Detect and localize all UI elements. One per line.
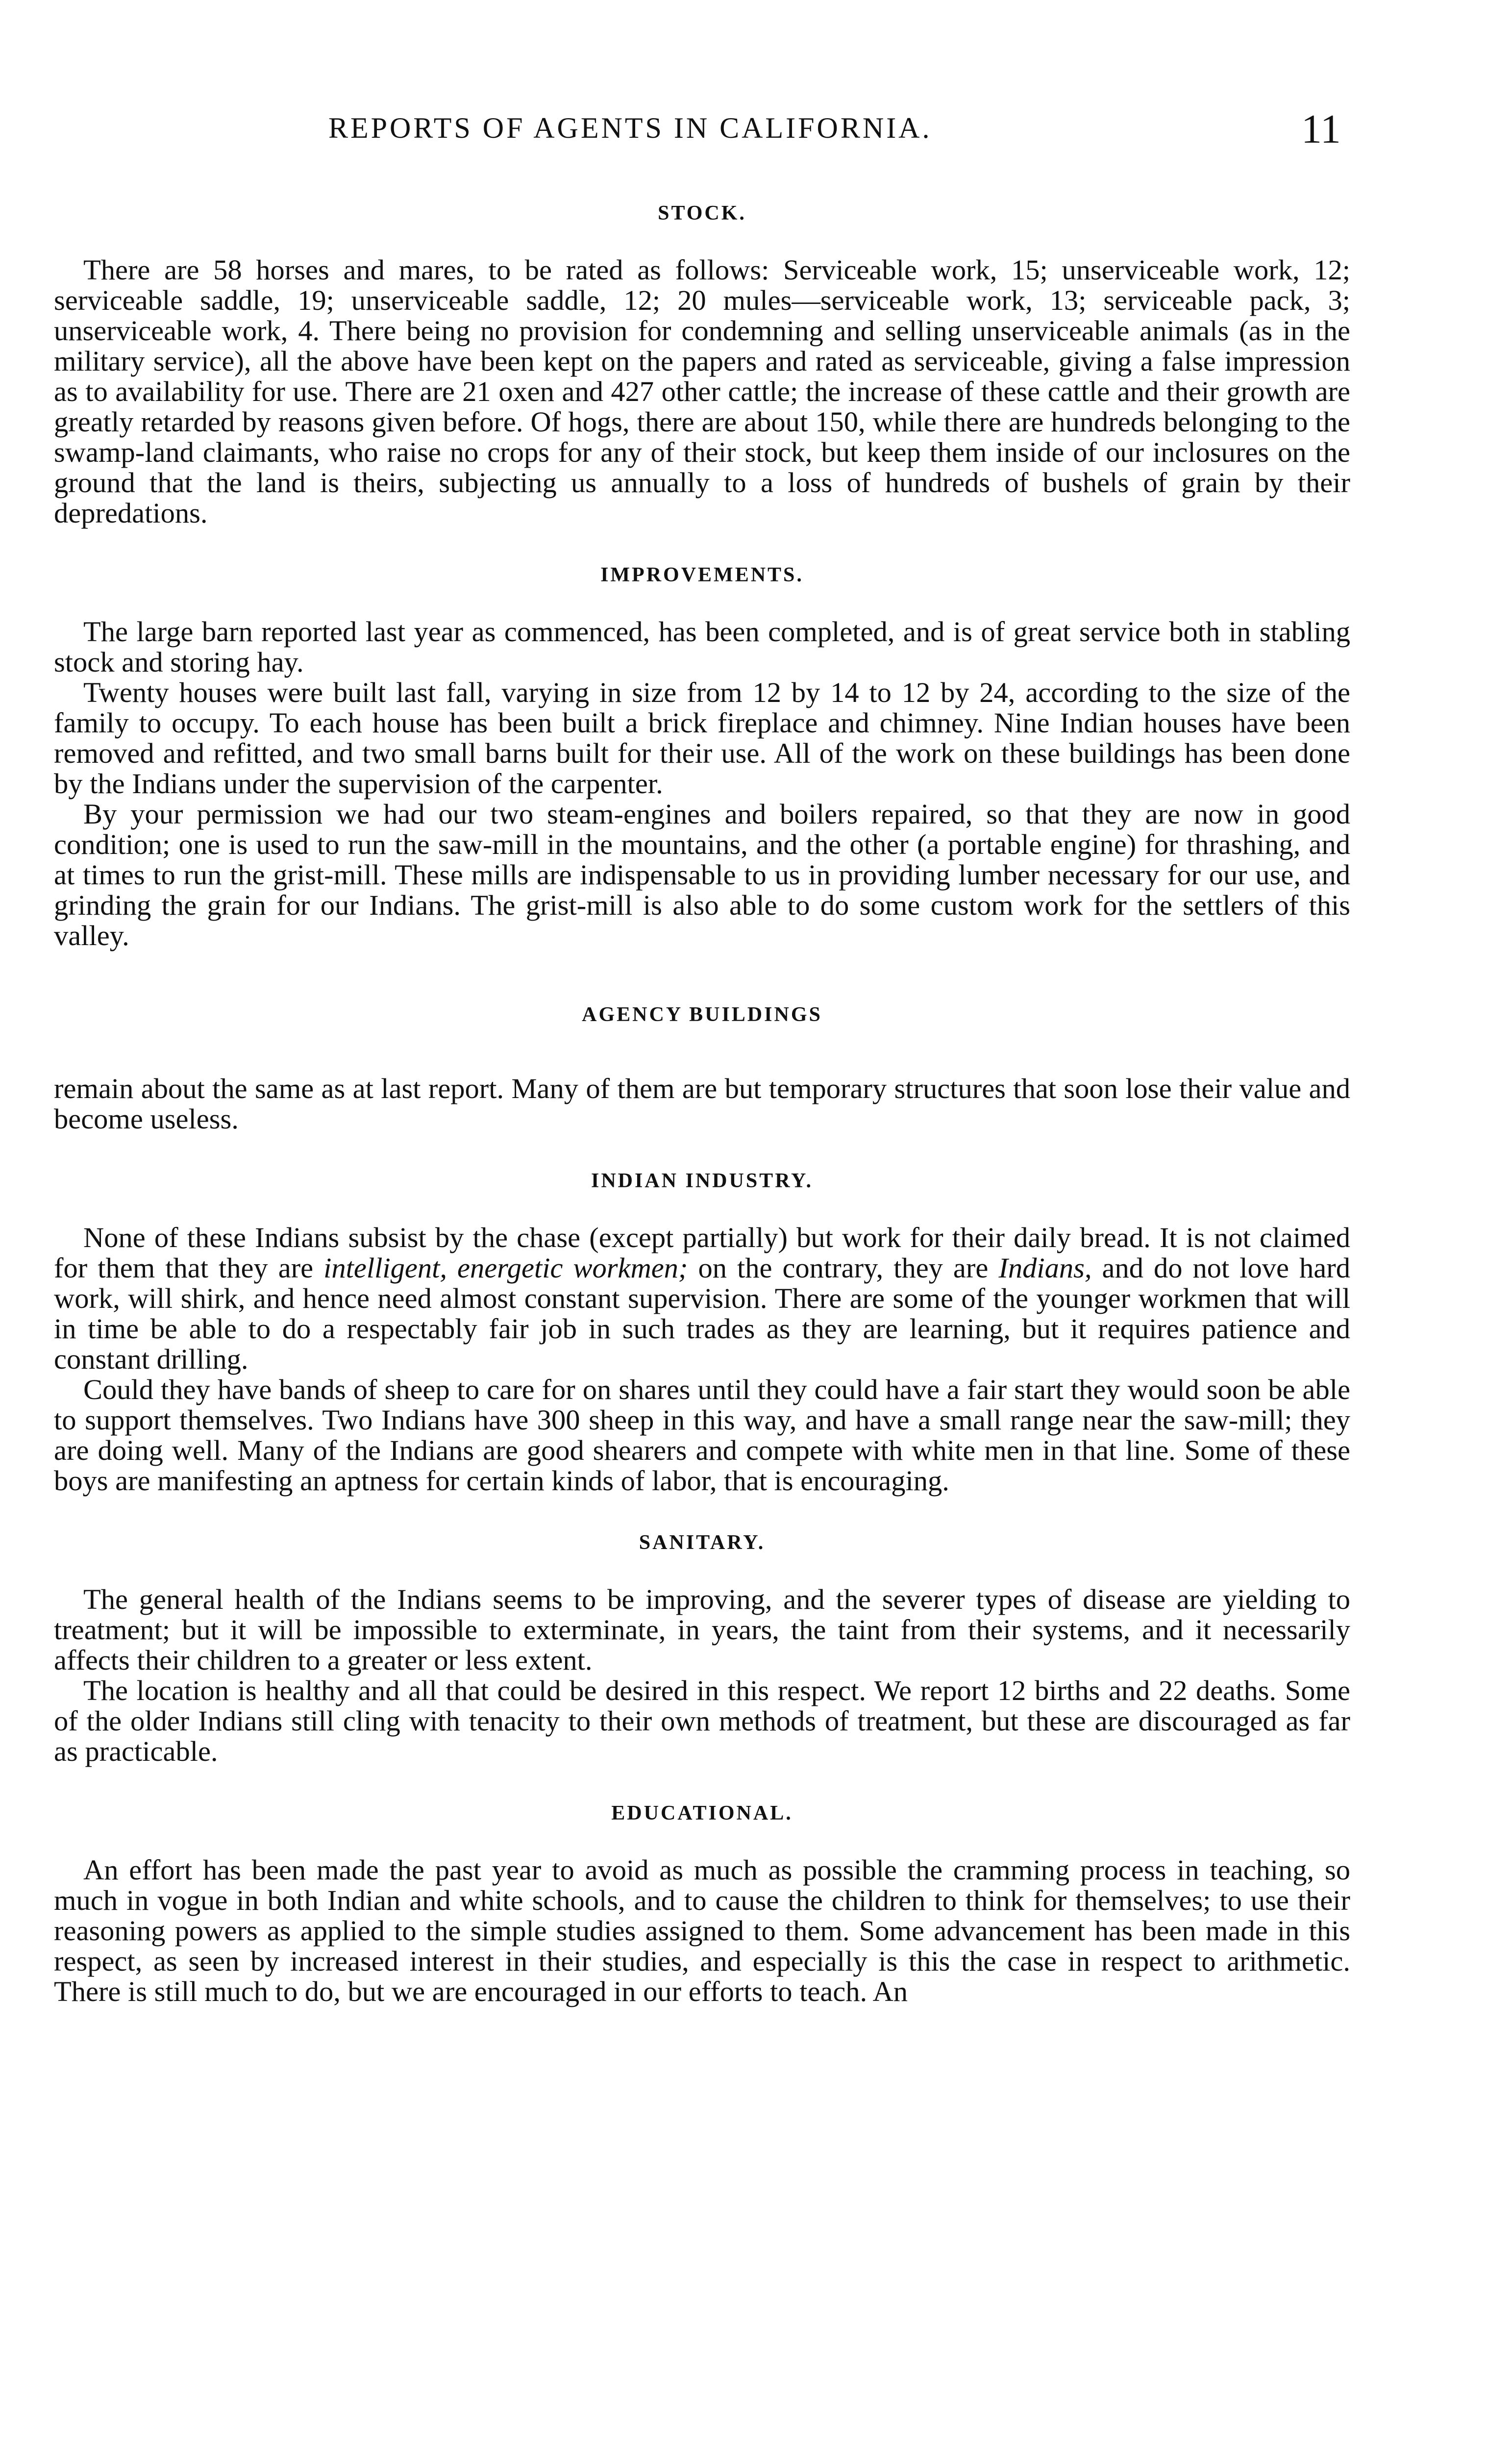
improvements-paragraph-3: By your permission we had our two steam-engines and boilers repaired, so that they are now in good condition; one is used to run the saw-mill in the mountains, and the other (a portable engine) for thrashing, and at times to run the grist-mill. These mills are indispensable to us in providing lumber necessary for our use, and grinding the grain for our Indians. The grist-mill is also able to do some custom work for the settlers of this valley.	[54, 798, 1350, 951]
section-heading-stock: STOCK.	[658, 202, 746, 225]
improvements-paragraph-1: The large barn reported last year as commenced, has been completed, and is of great service both in stabling stock and storing hay.	[54, 616, 1350, 678]
indian-industry-text-a: None of these Indians subsist by the chase (except partially) but work for their daily bread. It is not claimed for them that they are	[54, 1221, 1350, 1284]
indian-industry-paragraph-2: Could they have bands of sheep to care for on shares until they could have a fair start they would soon be able to support themselves. Two Indians have 300 sheep in this way, and have a small range near the saw-mill; they are doing well. Many of the Indians are good shearers and compete with white men in that line. Some of these boys are manifesting an aptness for certain kinds of labor, that is encouraging.	[54, 1373, 1350, 1497]
section-heading-sanitary: SANITARY.	[639, 1531, 766, 1554]
section-educational	[54, 1799, 1350, 2007]
section-indian-industry	[54, 1166, 1350, 1496]
section-heading-educational: EDUCATIONAL.	[611, 1801, 793, 1825]
section-heading-agency-buildings: AGENCY BUILDINGS	[582, 1003, 822, 1026]
stock-paragraph: There are 58 horses and mares, to be rated as follows: Serviceable work, 15; unserviceable work, 12; serviceable saddle, 19; unserviceable saddle, 12; 20 mules—serviceable work, 13; serviceable pack, 3; unserviceable work, 4. There being no provision for condemning and selling unserviceable animals (as in the military service), all the above have been kept on the papers and rated as serviceable, giving a false impression as to availability for use. There are 21 oxen and 427 other cattle; the increase of these cattle and their growth are greatly retarded by reasons given before. Of hogs, there are about 150, while there are hundreds belonging to the swamp-land claimants, who raise no crops for any of their stock, but keep them inside of our inclosures on the ground that the land is theirs, subjecting us annually to a loss of hundreds of bushels of grain by their depredations.	[54, 254, 1350, 529]
indian-industry-text-b: on the contrary, they are	[688, 1251, 999, 1284]
page-body	[54, 199, 1350, 2007]
indian-industry-paragraph-1	[54, 1223, 1350, 1375]
page-number: 11	[1301, 106, 1341, 152]
indian-industry-text-c: and do not love hard work, will shirk, and hence need almost constant supervision. There are some of the younger workmen that will in time be able to do a respectably fair job in such trades as they are learning, but it requires patience and constant drilling.	[54, 1251, 1350, 1375]
indian-industry-emphasis-1: intelligent, energetic workmen;	[323, 1251, 688, 1284]
improvements-paragraph-2: Twenty houses were built last fall, varying in size from 12 by 14 to 12 by 24, according to the size of the family to occupy. To each house has been built a brick fireplace and chimney. Nine Indian houses have been removed and refitted, and two small barns built for their use. All of the work on these buildings has been done by the Indians under the supervision of the carpenter.	[54, 676, 1350, 800]
educational-paragraph: An effort has been made the past year to avoid as much as possible the cramming process in teaching, so much in vogue in both Indian and white schools, and to cause the children to think for themselves; to use their reasoning powers as applied to the simple studies assigned to them. Some advancement has been made in this respect, as seen by increased interest in their studies, and especially is this the case in respect to arithmetic. There is still much to do, but we are encouraged in our efforts to teach. An	[54, 1853, 1350, 2007]
page-header	[0, 105, 1512, 159]
agency-buildings-paragraph: remain about the same as at last report. Many of them are but temporary structures that soon lose their value and become useless.	[54, 1072, 1350, 1135]
section-improvements	[54, 560, 1350, 951]
running-title: REPORTS OF AGENTS IN CALIFORNIA.	[328, 112, 932, 144]
sanitary-paragraph-1: The general health of the Indians seems to be improving, and the severer types of disease are yielding to treatment; but it will be impossible to exterminate, in years, the taint from their systems, and it necessarily affects their children to a greater or less extent.	[54, 1583, 1350, 1676]
indian-industry-emphasis-2: Indians,	[998, 1251, 1092, 1284]
section-heading-indian-industry: INDIAN INDUSTRY.	[591, 1169, 814, 1192]
section-sanitary	[54, 1528, 1350, 1767]
section-heading-improvements: IMPROVEMENTS.	[600, 564, 804, 586]
section-agency-buildings	[54, 1000, 1350, 1134]
sanitary-paragraph-2: The location is healthy and all that could be desired in this respect. We report 12 births and 22 deaths. Some of the older Indians still cling with tenacity to their own methods of treatment, but these are discouraged as far as practicable.	[54, 1674, 1350, 1767]
section-stock	[54, 199, 1350, 528]
